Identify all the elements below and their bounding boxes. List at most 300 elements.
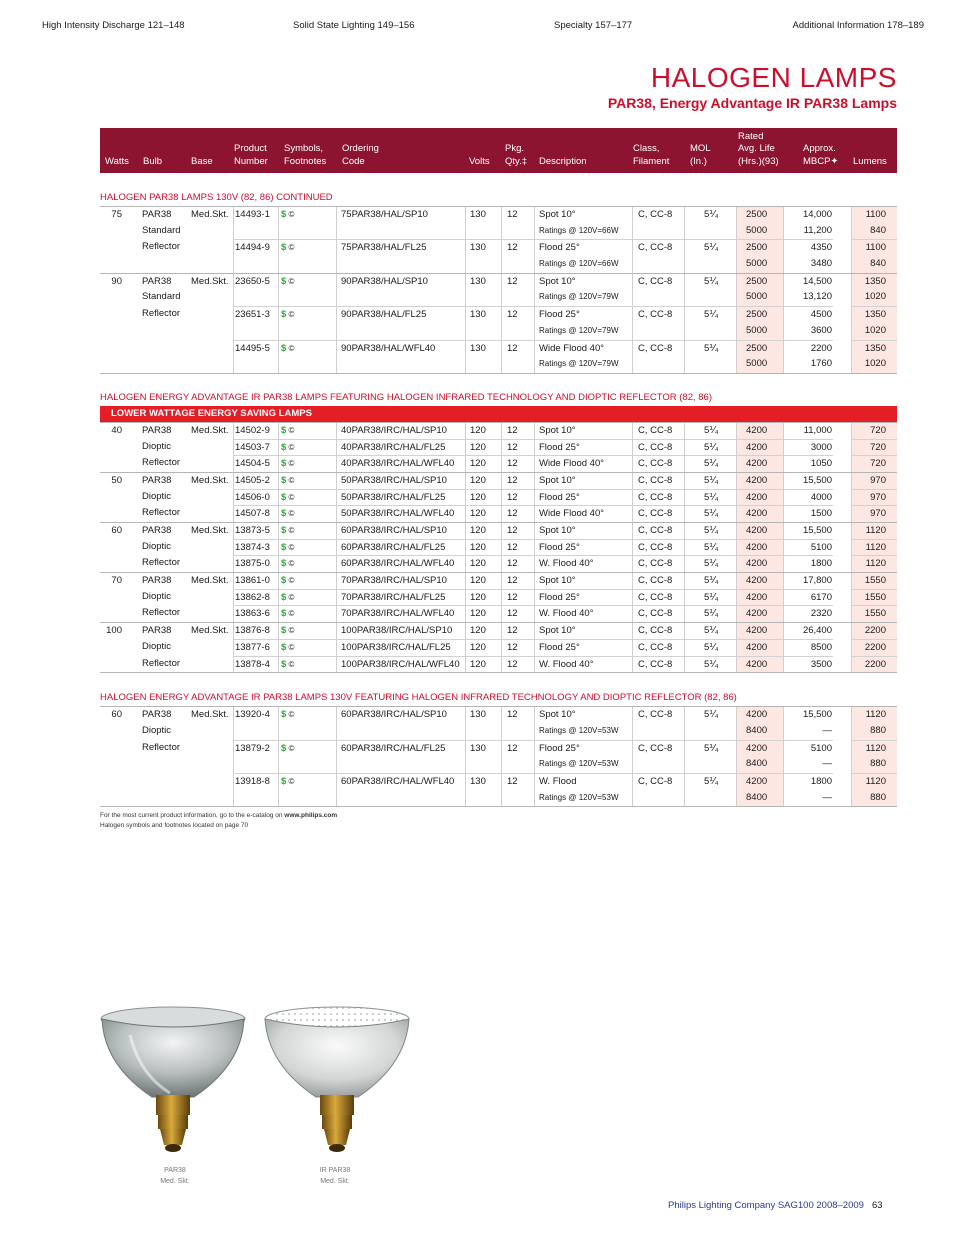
cell-mol: [684, 790, 736, 807]
cell-product-number: 14495-5: [233, 340, 278, 357]
cell-description: Ratings @ 120V=53W: [534, 756, 632, 773]
symbol-mark-icon: ©: [286, 442, 295, 452]
cell-lumens: 720: [851, 455, 897, 472]
cell-ordering-code: 60PAR38/IRC/HAL/WFL40: [336, 773, 465, 790]
cell-ordering-code: 40PAR38/IRC/HAL/SP10: [336, 423, 465, 439]
table-row: [100, 206, 897, 223]
cell-lumens: 1120: [851, 740, 897, 757]
energy-saving-icon: $: [281, 641, 287, 653]
cell-mol: 5⅟₄: [684, 773, 736, 790]
energy-saving-icon: $: [281, 541, 287, 553]
cell-mbcp: 3480: [783, 256, 833, 273]
col-description: Description: [539, 155, 587, 167]
cell-pkg-qty: 12: [501, 539, 534, 556]
cell-lumens: 1350: [851, 340, 897, 357]
cell-mol: 5⅟₄: [684, 639, 736, 656]
col-watts: Watts: [105, 155, 129, 167]
cell-rated-life: 2500: [736, 306, 783, 323]
cell-ordering-code: [336, 223, 465, 240]
cell-class-filament: C, CC-8: [632, 207, 684, 223]
cell-rated-life: 4200: [736, 740, 783, 757]
cell-product-number: 13878-4: [233, 656, 278, 673]
cell-bulb: Reflector: [142, 607, 181, 619]
cell-watts: 40: [111, 424, 122, 436]
cell-symbols: [278, 539, 336, 556]
cell-product-number: 13875-0: [233, 555, 278, 572]
page-title: HALOGEN LAMPS: [650, 62, 897, 93]
cell-mbcp: 6170: [783, 589, 833, 606]
table-row: [100, 706, 897, 723]
cell-base: Med.Skt.: [191, 424, 229, 436]
cell-symbols: [278, 773, 336, 790]
cell-lumens: 1120: [851, 523, 897, 539]
energy-saving-icon: $: [281, 775, 287, 787]
table-row: [100, 340, 897, 357]
cell-description: W. Flood 40°: [534, 656, 632, 673]
table-row: [100, 239, 897, 256]
cell-lumens: 1020: [851, 356, 897, 373]
symbol-mark-icon: ©: [286, 542, 295, 552]
cell-pkg-qty: [501, 256, 534, 273]
cell-watts: [100, 756, 122, 773]
cell-product-number: [233, 323, 278, 340]
cell-pkg-qty: 12: [501, 239, 534, 256]
cell-pkg-qty: 12: [501, 505, 534, 522]
section1-rows: [100, 206, 897, 373]
cell-watts: [100, 239, 122, 256]
cell-base: Med.Skt.: [191, 275, 229, 287]
cell-lumens: 880: [851, 723, 897, 740]
cell-mol: [684, 256, 736, 273]
cell-mol: [684, 223, 736, 240]
symbol-mark-icon: ©: [286, 592, 295, 602]
cell-mol: [684, 723, 736, 740]
energy-saving-icon: $: [281, 342, 287, 354]
cell-mol: 5⅟₄: [684, 306, 736, 323]
col-base: Base: [191, 155, 213, 167]
symbol-mark-icon: ©: [286, 576, 295, 586]
cell-product-number: 14502-9: [233, 423, 278, 439]
cell-watts: [100, 555, 122, 572]
cell-rated-life: 4200: [736, 707, 783, 723]
cell-bulb: Dioptic: [142, 724, 172, 736]
cell-mol: 5⅟₄: [684, 605, 736, 622]
col-mbcp: [803, 143, 838, 168]
cell-symbols: [278, 489, 336, 506]
cell-pkg-qty: 12: [501, 455, 534, 472]
cell-mbcp: 4350: [783, 239, 833, 256]
cell-mbcp: 3600: [783, 323, 833, 340]
cell-mol: 5⅟₄: [684, 656, 736, 673]
cell-lumens: 1550: [851, 589, 897, 606]
energy-saving-icon: $: [281, 608, 287, 620]
cell-pkg-qty: 12: [501, 656, 534, 673]
cell-product-number: 13863-6: [233, 605, 278, 622]
cell-bulb: [142, 773, 190, 790]
symbol-mark-icon: ©: [286, 475, 295, 485]
cell-mbcp: 14,000: [783, 207, 833, 223]
cell-rated-life: 4200: [736, 623, 783, 639]
cell-volts: [465, 289, 501, 306]
cell-volts: [465, 256, 501, 273]
cell-class-filament: [632, 323, 684, 340]
cell-class-filament: C, CC-8: [632, 306, 684, 323]
cell-rated-life: 5000: [736, 289, 783, 306]
cell-base: Med.Skt.: [191, 625, 229, 637]
cell-symbols: [278, 555, 336, 572]
cell-mbcp: 2200: [783, 340, 833, 357]
cell-watts: [100, 439, 122, 456]
cell-lumens: 1120: [851, 707, 897, 723]
cell-base: [191, 239, 233, 256]
table-row: [100, 439, 897, 456]
energy-saving-icon: $: [281, 508, 287, 520]
table-row: [100, 472, 897, 489]
ir-par38-caption-line1: IR PAR38: [319, 1167, 351, 1174]
col-product-number: [234, 143, 268, 168]
cell-class-filament: C, CC-8: [632, 707, 684, 723]
energy-saving-icon: $: [281, 275, 287, 287]
nav-hid-link[interactable]: High Intensity Discharge 121–148: [42, 20, 185, 31]
cell-pkg-qty: [501, 723, 534, 740]
energy-saving-icon: $: [281, 441, 287, 453]
cell-bulb: Reflector: [142, 741, 181, 753]
philips-link[interactable]: www.philips.com: [284, 812, 338, 819]
cell-symbols: [278, 455, 336, 472]
cell-pkg-qty: 12: [501, 489, 534, 506]
table-row: [100, 622, 897, 639]
cell-symbols: [278, 423, 336, 439]
symbol-mark-icon: ©: [286, 659, 295, 669]
cell-base: [191, 589, 233, 606]
cell-watts: [100, 323, 122, 340]
cell-rated-life: 2500: [736, 207, 783, 223]
cell-watts: [100, 639, 122, 656]
cell-class-filament: C, CC-8: [632, 539, 684, 556]
cell-symbols: [278, 589, 336, 606]
cell-description: Flood 25°: [534, 489, 632, 506]
cell-mol: 5⅟₄: [684, 623, 736, 639]
cell-bulb: PAR38: [142, 525, 172, 536]
cell-base: [191, 306, 233, 323]
cell-mol: 5⅟₄: [684, 423, 736, 439]
cell-rated-life: 5000: [736, 356, 783, 373]
cell-lumens: 1120: [851, 539, 897, 556]
cell-base: Med.Skt.: [191, 209, 229, 220]
cell-bulb: PAR38: [142, 209, 172, 220]
cell-mbcp: 1800: [783, 773, 833, 790]
cell-lumens: 1550: [851, 573, 897, 589]
cell-rated-life: 4200: [736, 656, 783, 673]
cell-description: Ratings @ 120V=53W: [534, 790, 632, 807]
cell-volts: 120: [465, 539, 501, 556]
cell-mol: [684, 323, 736, 340]
col-ordering-code: [342, 143, 379, 168]
cell-ordering-code: 100PAR38/IRC/HAL/WFL40: [336, 656, 465, 673]
cell-mbcp: 17,800: [783, 573, 833, 589]
cell-rated-life: 2500: [736, 239, 783, 256]
cell-lumens: 970: [851, 505, 897, 522]
col-volts: Volts: [469, 155, 490, 167]
cell-lumens: 2200: [851, 623, 897, 639]
cell-class-filament: [632, 723, 684, 740]
cell-watts: [100, 723, 122, 740]
cell-description: Spot 10°: [534, 573, 632, 589]
cell-mol: 5⅟₄: [684, 239, 736, 256]
symbol-mark-icon: ©: [286, 459, 295, 469]
cell-base: [191, 439, 233, 456]
cell-product-number: 13918-8: [233, 773, 278, 790]
cell-base: [191, 656, 233, 673]
col-ordering-line1: Ordering: [342, 143, 379, 154]
cell-lumens: 720: [851, 423, 897, 439]
cell-rated-life: 8400: [736, 790, 783, 807]
table-row: [100, 289, 897, 306]
cell-ordering-code: 100PAR38/IRC/HAL/FL25: [336, 639, 465, 656]
cell-mol: [684, 356, 736, 373]
cell-symbols: [278, 740, 336, 757]
cell-bulb: PAR38: [142, 575, 172, 587]
cell-description: W. Flood: [534, 773, 632, 790]
symbol-mark-icon: ©: [286, 243, 295, 253]
cell-product-number: [233, 723, 278, 740]
col-symbols-line2: Footnotes: [284, 155, 327, 167]
cell-class-filament: [632, 356, 684, 373]
cell-class-filament: [632, 756, 684, 773]
cell-rated-life: 4200: [736, 773, 783, 790]
cell-ordering-code: 60PAR38/IRC/HAL/WFL40: [336, 555, 465, 572]
cell-bulb: PAR38: [142, 275, 172, 287]
cell-mol: 5⅟₄: [684, 573, 736, 589]
symbol-mark-icon: ©: [286, 492, 295, 502]
cell-volts: 130: [465, 707, 501, 723]
cell-base: [191, 340, 233, 357]
cell-rated-life: 4200: [736, 473, 783, 489]
cell-product-number: 14493-1: [233, 207, 278, 223]
footer-company: Philips Lighting Company SAG100 2008–2009: [668, 1200, 864, 1211]
cell-base: [191, 223, 233, 240]
cell-volts: 130: [465, 207, 501, 223]
cell-description: Spot 10°: [534, 274, 632, 290]
cell-description: Spot 10°: [534, 623, 632, 639]
cell-pkg-qty: 12: [501, 523, 534, 539]
cell-mol: 5⅟₄: [684, 707, 736, 723]
cell-base: Med.Skt.: [191, 474, 229, 486]
cell-base: [191, 539, 233, 556]
table-row: [100, 589, 897, 606]
cell-mbcp: —: [783, 723, 833, 740]
cell-class-filament: C, CC-8: [632, 740, 684, 757]
cell-rated-life: 4200: [736, 455, 783, 472]
cell-bulb: PAR38: [142, 474, 172, 486]
cell-product-number: [233, 223, 278, 240]
cell-base: [191, 773, 233, 790]
cell-class-filament: C, CC-8: [632, 656, 684, 673]
nav-ssl-link[interactable]: Solid State Lighting 149–156: [293, 20, 415, 31]
cell-description: Ratings @ 120V=66W: [534, 223, 632, 240]
table-row: [100, 790, 897, 807]
cell-description: Spot 10°: [534, 707, 632, 723]
energy-saving-icon: $: [281, 491, 287, 503]
energy-saving-icon: $: [281, 558, 287, 570]
cell-volts: [465, 323, 501, 340]
cell-watts: [100, 790, 122, 807]
cell-mol: [684, 756, 736, 773]
cell-watts: [100, 223, 122, 240]
cell-mbcp: 15,500: [783, 523, 833, 539]
cell-volts: 120: [465, 423, 501, 439]
table-row: [100, 605, 897, 622]
footnote-symbols: Halogen symbols and footnotes located on page 70: [100, 822, 249, 829]
cell-pkg-qty: 12: [501, 573, 534, 589]
cell-mol: 5⅟₄: [684, 523, 736, 539]
col-life-line3: (Hrs.)(93): [738, 155, 779, 167]
cell-product-number: 14504-5: [233, 455, 278, 472]
cell-volts: 130: [465, 274, 501, 290]
energy-saving-icon: $: [281, 742, 287, 754]
cell-mbcp: 5100: [783, 539, 833, 556]
cell-symbols: [278, 356, 336, 373]
symbol-mark-icon: ©: [286, 425, 295, 435]
cell-symbols: [278, 223, 336, 240]
cell-class-filament: C, CC-8: [632, 239, 684, 256]
cell-class-filament: C, CC-8: [632, 340, 684, 357]
cell-product-number: 14507-8: [233, 505, 278, 522]
cell-mbcp: 3000: [783, 439, 833, 456]
cell-product-number: 13862-8: [233, 589, 278, 606]
cell-pkg-qty: 12: [501, 589, 534, 606]
cell-product-number: 13879-2: [233, 740, 278, 757]
col-bulb: Bulb: [143, 155, 163, 167]
cell-symbols: [278, 239, 336, 256]
nav-specialty-link[interactable]: Specialty 157–177: [554, 20, 633, 31]
cell-symbols: [278, 605, 336, 622]
symbol-mark-icon: ©: [286, 509, 295, 519]
cell-volts: [465, 723, 501, 740]
cell-product-number: 13877-6: [233, 639, 278, 656]
cell-bulb: Dioptic: [142, 640, 172, 652]
cell-bulb: Dioptic: [142, 490, 172, 502]
cell-symbols: [278, 473, 336, 489]
col-symbols: [284, 143, 326, 168]
table-row: [100, 223, 897, 240]
par38-caption-line1: PAR38: [164, 1167, 186, 1174]
cell-pkg-qty: [501, 356, 534, 373]
cell-volts: 120: [465, 555, 501, 572]
cell-product-number: 14494-9: [233, 239, 278, 256]
table-row: [100, 256, 897, 273]
symbol-mark-icon: ©: [286, 710, 295, 720]
cell-ordering-code: 60PAR38/IRC/HAL/SP10: [336, 707, 465, 723]
cell-class-filament: [632, 256, 684, 273]
cell-mbcp: 3500: [783, 656, 833, 673]
cell-base: [191, 289, 233, 306]
cell-class-filament: C, CC-8: [632, 423, 684, 439]
ir-par38-lamp-caption: [305, 1165, 365, 1187]
cell-bulb: Reflector: [142, 308, 181, 320]
cell-mbcp: 15,500: [783, 473, 833, 489]
cell-lumens: 840: [851, 256, 897, 273]
cell-ordering-code: 90PAR38/HAL/FL25: [336, 306, 465, 323]
cell-watts: [100, 256, 122, 273]
cell-description: Spot 10°: [534, 423, 632, 439]
cell-description: Flood 25°: [534, 740, 632, 757]
cell-mol: 5⅟₄: [684, 455, 736, 472]
table-row: [100, 323, 897, 340]
table-row: [100, 756, 897, 773]
table-row: [100, 723, 897, 740]
cell-base: [191, 723, 233, 740]
cell-symbols: [278, 707, 336, 723]
cell-lumens: 1550: [851, 605, 897, 622]
cell-bulb: [142, 340, 190, 357]
col-mol-line1: MOL: [690, 143, 711, 154]
cell-bulb: [142, 756, 190, 773]
cell-product-number: [233, 356, 278, 373]
cell-bulb: [142, 256, 190, 273]
cell-volts: 120: [465, 589, 501, 606]
cell-watts: 90: [111, 275, 122, 287]
table-row: [100, 455, 897, 472]
cell-watts: [100, 356, 122, 373]
cell-mbcp: 13,120: [783, 289, 833, 306]
col-lumens: Lumens: [853, 155, 887, 167]
cell-ordering-code: [336, 323, 465, 340]
cell-class-filament: C, CC-8: [632, 573, 684, 589]
cell-description: Wide Flood 40°: [534, 340, 632, 357]
section3-title: HALOGEN ENERGY ADVANTAGE IR PAR38 LAMPS 130V FEATURING HALOGEN INFRARED TECHNOLOGY AND DIOPTIC REFLECTOR (82, 86): [100, 692, 737, 704]
cell-bulb: [142, 323, 190, 340]
cell-mbcp: 1500: [783, 505, 833, 522]
cell-base: [191, 505, 233, 522]
cell-bulb: Reflector: [142, 557, 181, 569]
energy-saving-icon: $: [281, 575, 287, 587]
cell-watts: 70: [111, 575, 122, 587]
cell-symbols: [278, 623, 336, 639]
nav-additional-info-link[interactable]: Additional Information 178–189: [792, 20, 924, 31]
symbol-mark-icon: ©: [286, 743, 295, 753]
cell-mol: 5⅟₄: [684, 340, 736, 357]
cell-mbcp: 5100: [783, 740, 833, 757]
cell-volts: 120: [465, 639, 501, 656]
cell-class-filament: [632, 790, 684, 807]
cell-volts: 120: [465, 623, 501, 639]
section2-rows: [100, 422, 897, 672]
cell-ordering-code: [336, 790, 465, 807]
cell-description: Spot 10°: [534, 473, 632, 489]
cell-mbcp: 15,500: [783, 707, 833, 723]
page-footer: [668, 1200, 883, 1211]
cell-rated-life: 4200: [736, 505, 783, 522]
cell-class-filament: C, CC-8: [632, 473, 684, 489]
cell-symbols: [278, 573, 336, 589]
cell-symbols: [278, 639, 336, 656]
cell-product-number: 14506-0: [233, 489, 278, 506]
cell-watts: 100: [106, 625, 122, 637]
ir-par38-lamp-image: [262, 1005, 412, 1165]
cell-volts: 130: [465, 773, 501, 790]
cell-class-filament: C, CC-8: [632, 639, 684, 656]
symbol-mark-icon: ©: [286, 642, 295, 652]
cell-watts: [100, 340, 122, 357]
cell-watts: [100, 656, 122, 673]
cell-mbcp: 1800: [783, 555, 833, 572]
col-rated-life: [738, 131, 779, 169]
cell-base: [191, 790, 233, 807]
cell-ordering-code: 50PAR38/IRC/HAL/SP10: [336, 473, 465, 489]
cell-rated-life: 5000: [736, 323, 783, 340]
energy-saving-icon: $: [281, 709, 287, 721]
